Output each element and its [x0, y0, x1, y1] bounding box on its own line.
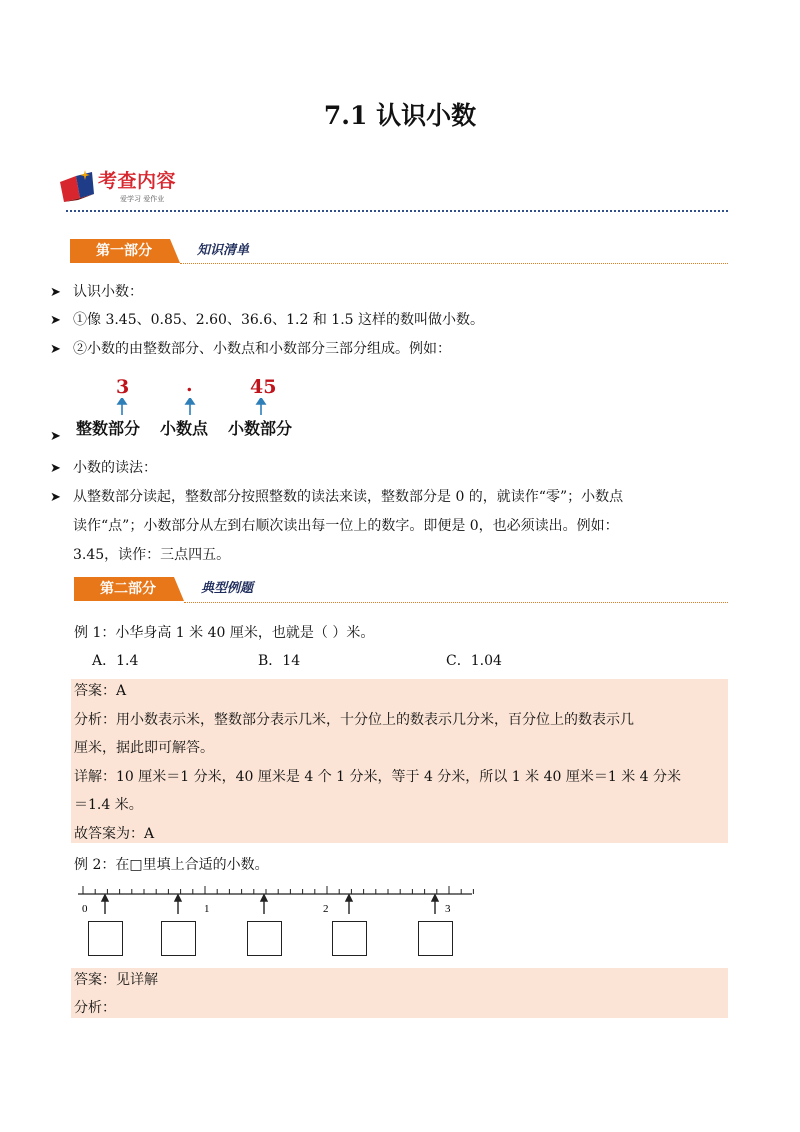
pointer-arrows — [76, 398, 316, 416]
option-c: C．1.04 — [446, 653, 502, 669]
decimal-part-label: 小数部分 — [228, 419, 293, 438]
bullet-text: 认识小数： — [73, 284, 143, 300]
tick-label-1: 1 — [204, 903, 210, 915]
answer-text: 答案：见详解 — [74, 972, 158, 988]
section-divider — [180, 263, 728, 264]
example-1-question: 例 1：小华身高 1 米 40 厘米，也就是（ ）米。 — [74, 625, 375, 641]
bullet-arrow-icon: ➤ — [50, 490, 61, 505]
decimal-point-label: 小数点 — [160, 419, 209, 438]
logo-subtitle: 爱学习 爱作业 — [120, 195, 165, 203]
logo-title: 考查内容 — [98, 170, 177, 192]
tick-label-0: 0 — [82, 903, 88, 915]
analysis-text: 分析： — [74, 1000, 116, 1016]
analysis-text: 分析：用小数表示米，整数部分表示几米，十分位上的数表示几分米，百分位上的数表示几 — [74, 712, 634, 728]
answer-blank-box[interactable] — [418, 921, 453, 956]
bullet-arrow-icon: ➤ — [50, 313, 61, 328]
bullet-arrow-icon: ➤ — [50, 461, 61, 476]
bullet-text: 小数的读法： — [73, 460, 157, 476]
answer-blank-box[interactable] — [88, 921, 123, 956]
integer-part-number: 3 — [116, 376, 130, 398]
section-label: 第一部分 — [96, 243, 152, 259]
answer-blank-box[interactable] — [161, 921, 196, 956]
bullet-text: ①像 3.45、0.85、2.60、36.6、1.2 和 1.5 这样的数叫做小数。 — [73, 312, 485, 328]
bullet-text: 3.45，读作：三点四五。 — [73, 547, 231, 563]
detail-text: 详解：10 厘米＝1 分米，40 厘米是 4 个 1 分米，等于 4 分米，所以 1 米 40 厘米＝1 米 4 分米 — [74, 769, 681, 785]
option-b: B．14 — [258, 653, 301, 669]
answer-blank-box[interactable] — [247, 921, 282, 956]
option-a: A．1.4 — [92, 653, 139, 669]
logo — [58, 164, 198, 206]
decimal-part-number: 45 — [250, 376, 277, 398]
answer-text: 答案：A — [74, 683, 127, 699]
bullet-arrow-icon: ➤ — [50, 285, 61, 300]
section-label: 第二部分 — [100, 581, 156, 597]
header-divider — [66, 210, 728, 212]
example-2-answer-box — [71, 968, 728, 1018]
section-subtitle: 知识清单 — [197, 243, 250, 258]
bullet-text: 读作“点”；小数部分从左到右顺次读出每一位上的数字。即便是 0，也必须读出。例如： — [73, 518, 619, 534]
answer-blank-box[interactable] — [332, 921, 367, 956]
detail-text: ＝1.4 米。 — [74, 797, 143, 813]
bullet-arrow-icon: ➤ — [50, 342, 61, 357]
book-icon — [58, 168, 98, 204]
analysis-text: 厘米，据此即可解答。 — [74, 740, 214, 756]
tick-label-3: 3 — [445, 903, 451, 915]
decimal-structure-diagram — [76, 376, 316, 438]
bullet-text: 从整数部分读起，整数部分按照整数的读法来读，整数部分是 0 的，就读作“零”；小数点 — [73, 489, 624, 505]
bullet-arrow-icon: ➤ — [50, 429, 61, 444]
bullet-text: ②小数的由整数部分、小数点和小数部分三部分组成。例如： — [73, 341, 451, 357]
section-subtitle: 典型例题 — [201, 581, 254, 596]
integer-part-label: 整数部分 — [76, 419, 141, 438]
page-title: 7.1 认识小数 — [323, 101, 477, 130]
final-answer-text: 故答案为：A — [74, 826, 155, 842]
number-line — [70, 882, 480, 922]
tick-label-2: 2 — [323, 903, 329, 915]
section-divider — [184, 602, 728, 603]
decimal-point-symbol: . — [186, 374, 193, 396]
example-2-question: 例 2：在□里填上合适的小数。 — [74, 857, 269, 873]
